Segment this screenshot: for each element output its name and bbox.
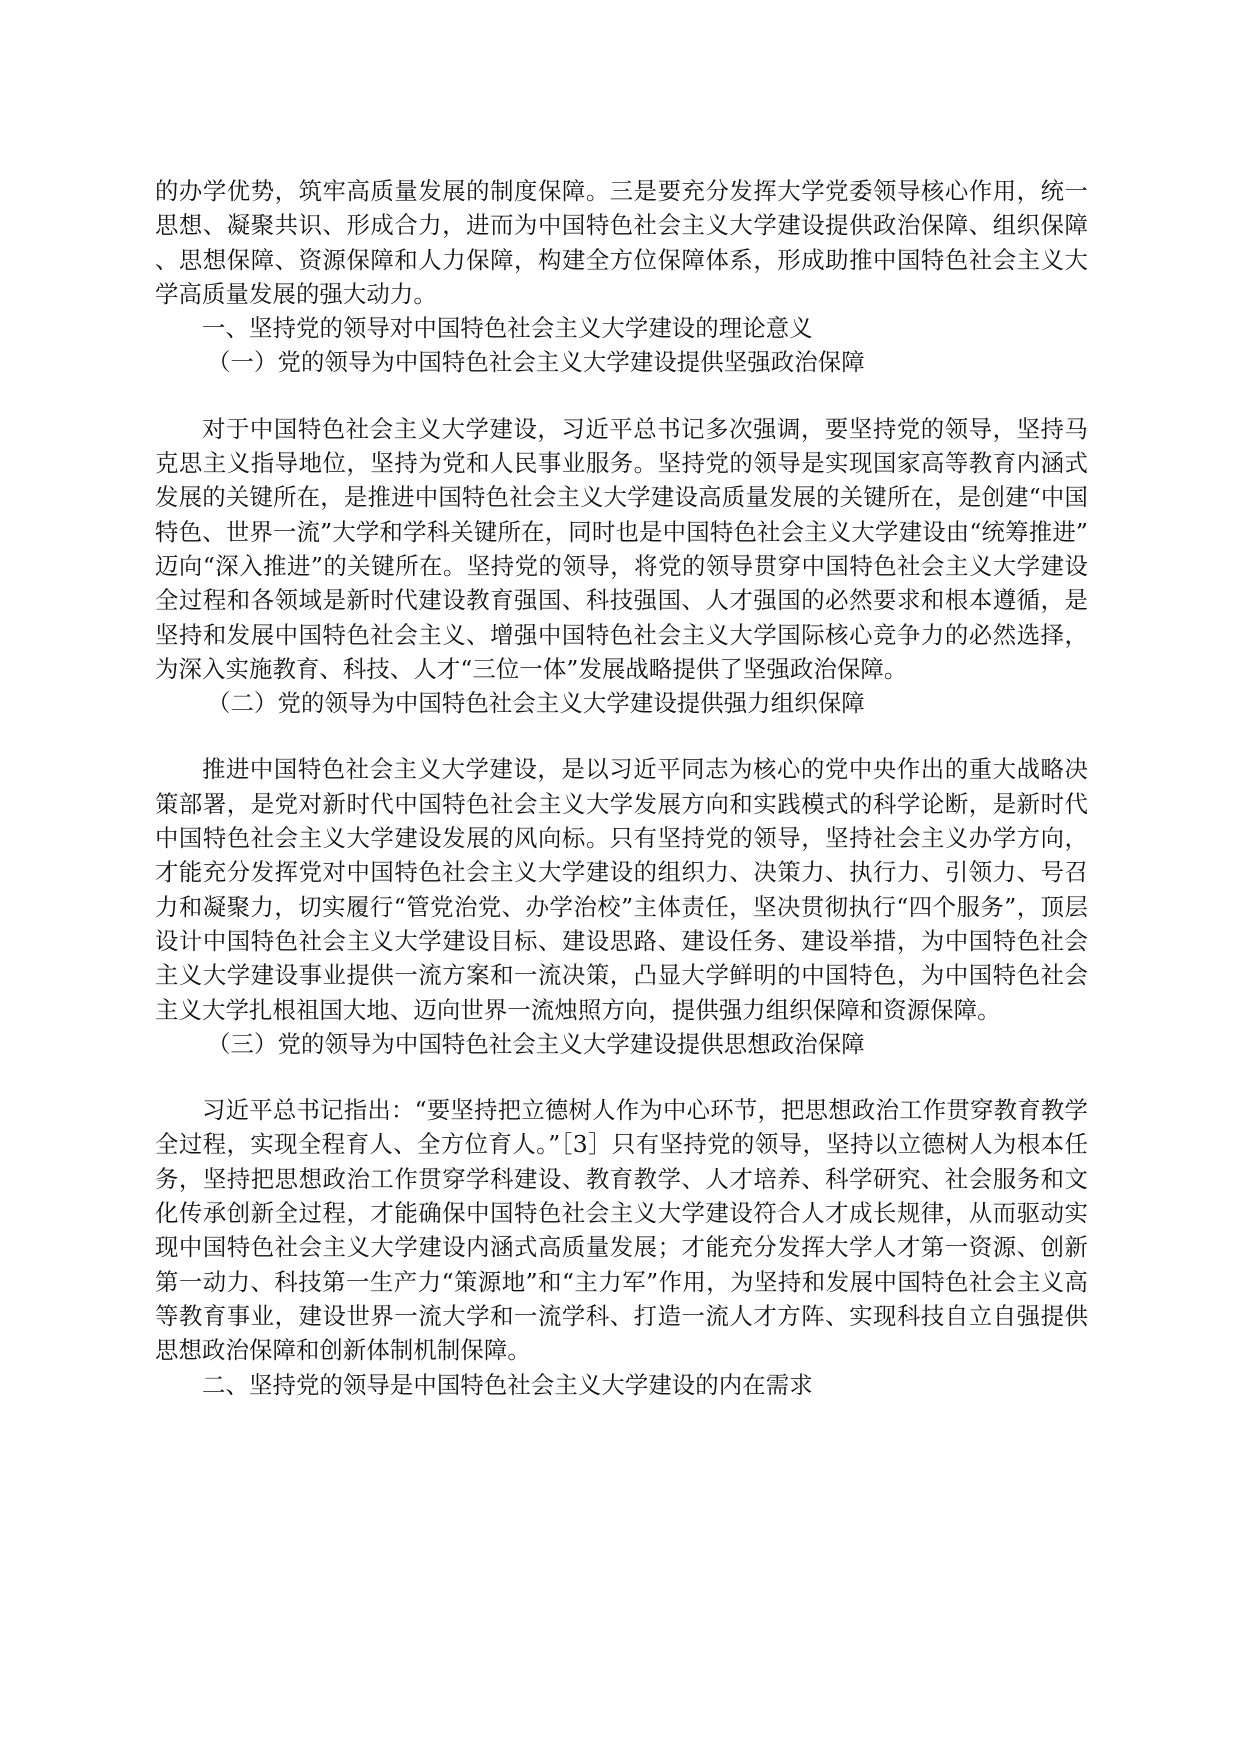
section-1-heading: 一、坚持党的领导对中国特色社会主义大学建设的理论意义	[202, 314, 813, 343]
subsection-2-heading: （二）党的领导为中国特色社会主义大学建设提供强力组织保障	[207, 689, 865, 718]
subsection-3-paragraph: 习近平总书记指出：“要坚持把立德树人作为中心环节，把思想政治工作贯穿教育教学全过程，实现全程育人、全方位育人。”［3］只有坚持党的领导，坚持以立德树人为根本任务，坚持把思想政治工作贯穿学科建设、教育教学、人才培养、科学研究、社会服务和文化传承创新全过程，才能确保中国特色社会主义大学建设符合人才成长规律，从而驱动实现中国特色社会主义大学建设内涵式高质量发展；才能充分发挥大学人才第一资源、创新第一动力、科技第一生产力“策源地”和“主力军”作用，为坚持和发展中国特色社会主义高等教育事业，建设世界一流大学和一流学科、打造一流人才方阵、实现科技自立自强提供思想政治保障和创新体制机制保障。	[155, 1096, 1088, 1365]
subsection-1-heading: （一）党的领导为中国特色社会主义大学建设提供坚强政治保障	[207, 348, 865, 377]
subsection-3-heading: （三）党的领导为中国特色社会主义大学建设提供思想政治保障	[207, 1029, 865, 1058]
subsection-1-paragraph: 对于中国特色社会主义大学建设，习近平总书记多次强调，要坚持党的领导，坚持马克思主义指导地位，坚持为党和人民事业服务。坚持党的领导是实现国家高等教育内涵式发展的关键所在，是推进中国特色社会主义大学建设高质量发展的关键所在，是创建“中国特色、世界一流”大学和学科关键所在，同时也是中国特色社会主义大学建设由“统筹推进”迈向“深入推进”的关键所在。坚持党的领导，将党的领导贯穿中国特色社会主义大学建设全过程和各领域是新时代建设教育强国、科技强国、人才强国的必然要求和根本遵循，是坚持和发展中国特色社会主义、增强中国特色社会主义大学国际核心竞争力的必然选择，为深入实施教育、科技、人才“三位一体”发展战略提供了坚强政治保障。	[155, 414, 1088, 683]
section-2-heading: 二、坚持党的领导是中国特色社会主义大学建设的内在需求	[202, 1370, 813, 1399]
subsection-2-paragraph: 推进中国特色社会主义大学建设，是以习近平同志为核心的党中央作出的重大战略决策部署，是党对新时代中国特色社会主义大学发展方向和实践模式的科学论断，是新时代中国特色社会主义大学建设发展的风向标。只有坚持党的领导，坚持社会主义办学方向，才能充分发挥党对中国特色社会主义大学建设的组织力、决策力、执行力、引领力、号召力和凝聚力，切实履行“管党治党、办学治校”主体责任，坚决贯彻执行“四个服务”，顶层设计中国特色社会主义大学建设目标、建设思路、建设任务、建设举措，为中国特色社会主义大学建设事业提供一流方案和一流决策，凸显大学鲜明的中国特色，为中国特色社会主义大学扎根祖国大地、迈向世界一流烛照方向，提供强力组织保障和资源保障。	[155, 755, 1088, 1024]
intro-paragraph: 的办学优势，筑牢高质量发展的制度保障。三是要充分发挥大学党委领导核心作用，统一思想、凝聚共识、形成合力，进而为中国特色社会主义大学建设提供政治保障、组织保障、思想保障、资源保障和人力保障，构建全方位保障体系，形成助推中国特色社会主义大学高质量发展的强大动力。	[155, 177, 1088, 308]
